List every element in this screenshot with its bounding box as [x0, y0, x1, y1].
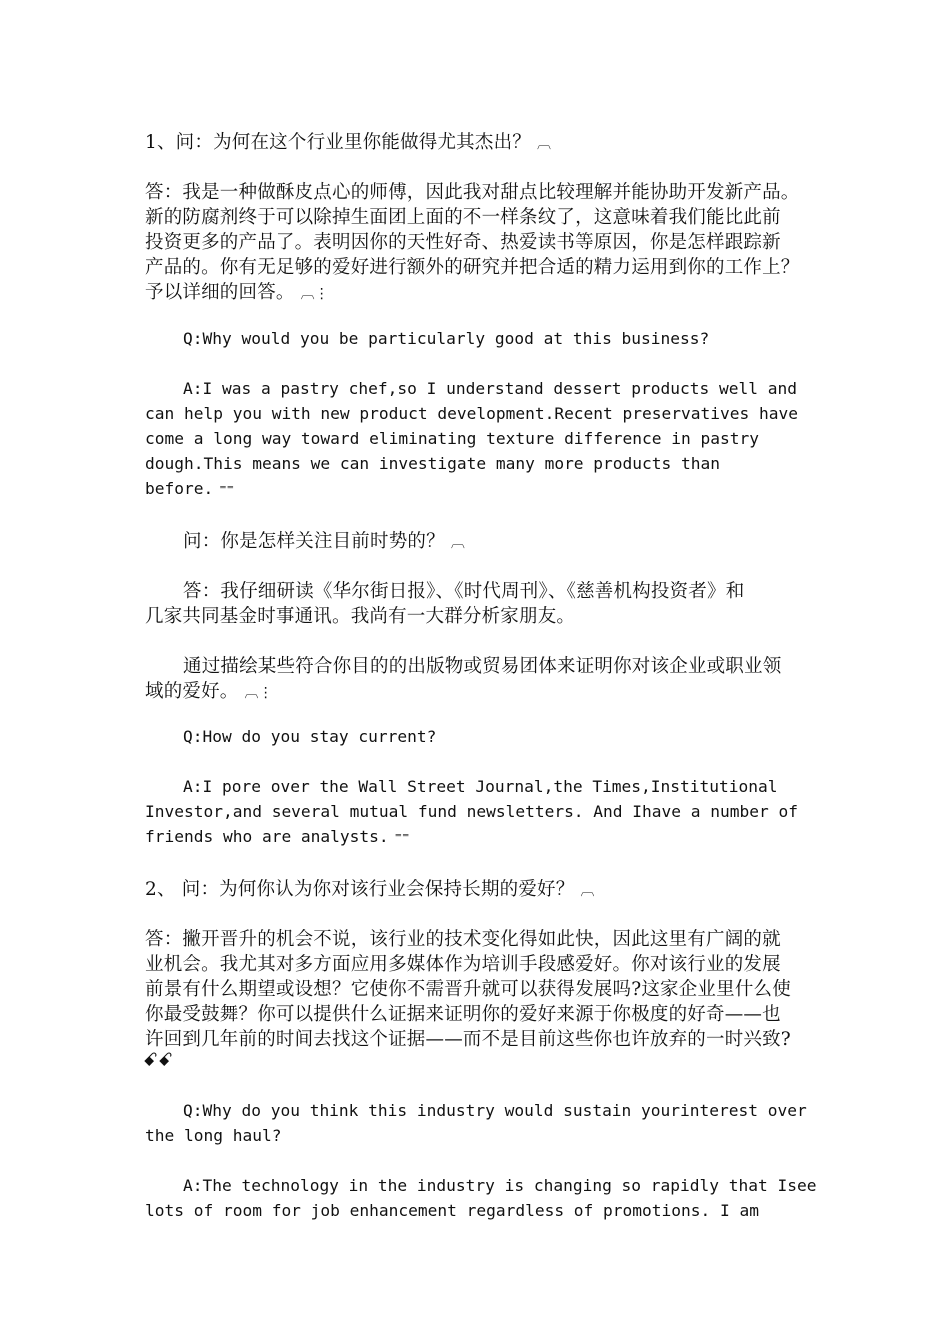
answer-1-cn-line: 新的防腐剂终于可以除掉生面团上面的不一样条纹了，这意味着我们能比此前	[145, 207, 781, 228]
bracket-mark: ︹	[450, 535, 466, 551]
answer-2-en-line: friends who are analysts. ⁼⁼	[145, 827, 410, 846]
answer-1-cn-line: 产品的。你有无足够的爱好进行额外的研究并把合适的精力运用到你的工作上？	[145, 257, 800, 278]
question-3-en-line: the long haul?	[145, 1126, 282, 1145]
answer-1-en-line: can help you with new product development.Recent preservatives have	[145, 404, 798, 423]
answer-1-en-line: come a long way toward eliminating texture difference in pastry	[145, 429, 759, 448]
question-1-en: Q:Why would you be particularly good at this business?	[183, 329, 710, 348]
answer-1-cn-line: 答：我是一种做酥皮点心的师傅，因此我对甜点比较理解并能协助开发新产品。	[145, 182, 800, 203]
bracket-mark: ︹	[580, 883, 595, 899]
question-3-cn: 2、 问：为何你认为你对该行业会保持长期的爱好？ ︹	[145, 879, 595, 900]
bracket-dots-mark: ︹⋮	[300, 286, 330, 302]
question-2-en: Q:How do you stay current?	[183, 727, 437, 746]
answer-3-cn-line: 许回到几年前的时间去找这个证据——而不是目前这些你也许放弃的一时兴致?	[145, 1029, 791, 1050]
answer-1-en-line: before. ⁼⁼	[145, 479, 235, 498]
tip-cn-line: 通过描绘某些符合你目的的出版物或贸易团体来证明你对该企业或职业领	[183, 656, 782, 677]
question-2-cn: 问：你是怎样关注目前时势的？ ︹	[183, 531, 466, 552]
answer-3-en-line: lots of room for job enhancement regardless of promotions. I am	[145, 1201, 759, 1220]
answer-3-cn-line: 答：撇开晋升的机会不说，该行业的技术变化得如此快，因此这里有广阔的就	[145, 929, 781, 950]
answer-3-cn-line: 业机会。我尤其对多方面应用多媒体作为培训手段感爱好。你对该行业的发展	[145, 954, 781, 975]
answer-2-en-line: Investor,and several mutual fund newsletters. And Ihave a number of	[145, 802, 798, 821]
answer-1-cn-line: 予以详细的回答。 ︹⋮	[145, 282, 330, 303]
answer-1-en-line: dough.This means we can investigate many more products than	[145, 454, 720, 473]
dashes-mark: ⁼⁼	[219, 482, 235, 498]
answer-1-en-line: A:I was a pastry chef,so I understand dessert products well and	[183, 379, 797, 398]
answer-2-cn-line: 几家共同基金时事通讯。我尚有一大群分析家朋友。	[145, 606, 576, 627]
answer-2-cn-line: 答：我仔细研读《华尔街日报》、《时代周刊》、《慈善机构投资者》和	[183, 581, 745, 602]
answer-3-en-line: A:The technology in the industry is changing so rapidly that Isee	[183, 1176, 817, 1195]
tip-cn-line: 域的爱好。 ︹⋮	[145, 681, 273, 702]
answer-1-cn-line: 投资更多的产品了。表明因你的天性好奇、热爱读书等原因，你是怎样跟踪新	[145, 232, 781, 253]
question-3-en: Q:Why do you think this industry would sustain yourinterest over	[183, 1101, 807, 1120]
answer-3-cn-line: 你最受鼓舞？你可以提供什么证据来证明你的爱好来源于你极度的好奇——也	[145, 1004, 781, 1025]
swirl-mark: ꗃꗃ	[143, 1050, 173, 1071]
answer-2-en-line: A:I pore over the Wall Street Journal,the Times,Institutional	[183, 777, 778, 796]
bracket-mark: ︹	[536, 136, 552, 152]
answer-3-cn-line: 前景有什么期望或设想？它使你不需晋升就可以获得发展吗?这家企业里什么使	[145, 979, 791, 1000]
bracket-dots-mark: ︹⋮	[244, 685, 273, 701]
dashes-mark: ⁼⁼	[394, 830, 410, 846]
question-1-cn: 1、问：为何在这个行业里你能做得尤其杰出？ ︹	[145, 132, 552, 153]
